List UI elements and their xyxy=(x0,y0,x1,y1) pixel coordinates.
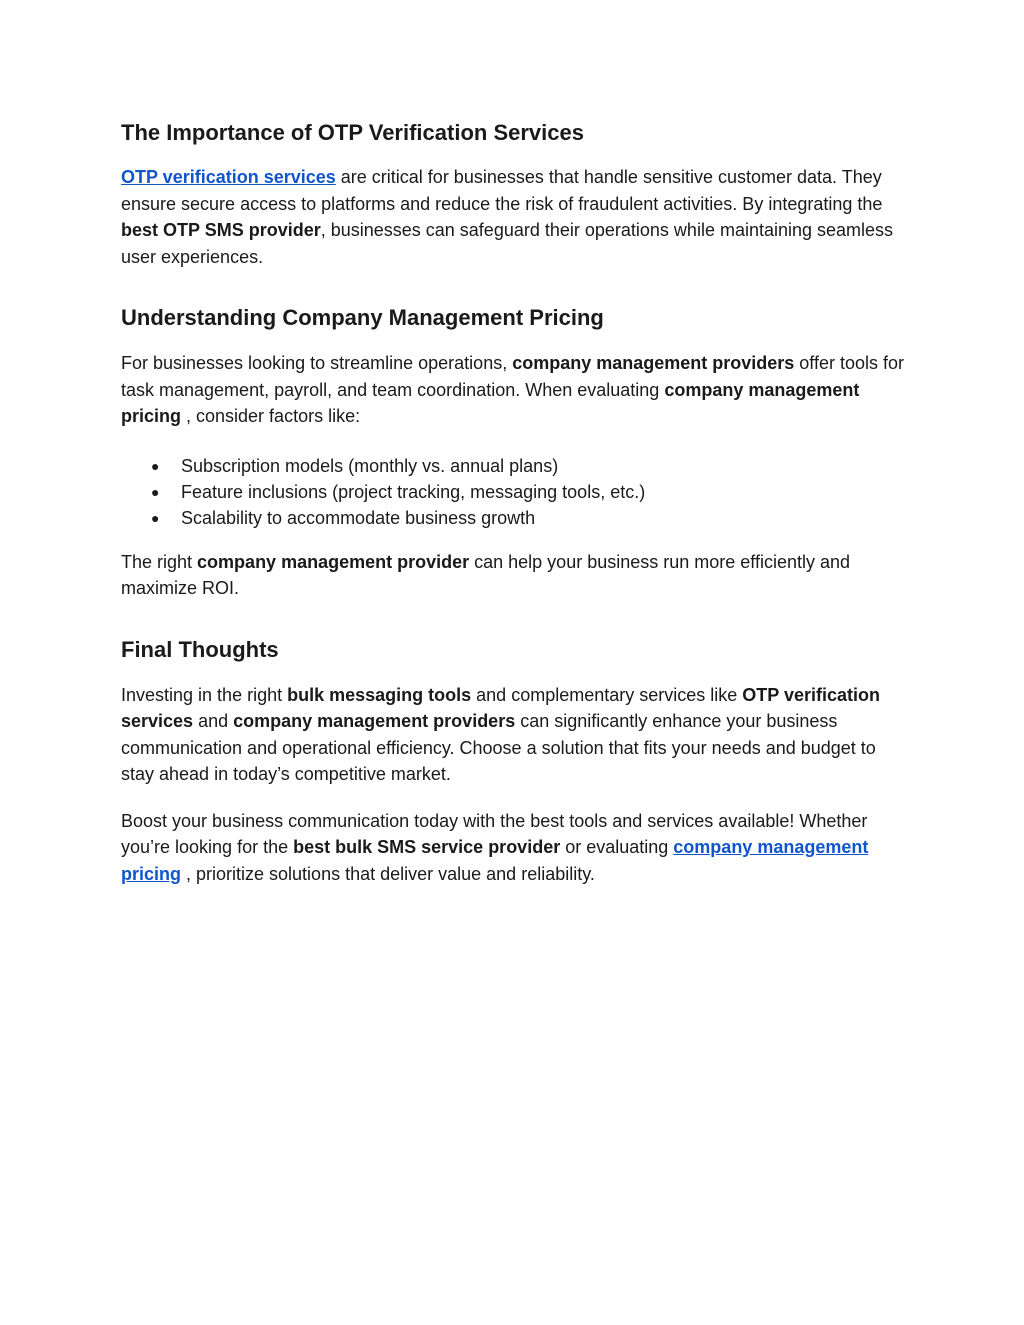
paragraph-boost xyxy=(121,808,911,888)
text: , prioritize solutions that deliver value and reliability. xyxy=(181,863,595,884)
bold-text: company management providers xyxy=(512,353,795,373)
factors-list xyxy=(121,453,911,531)
text: For businesses looking to streamline operations, xyxy=(121,353,513,373)
bold-text: OTP verification services xyxy=(121,684,880,731)
bullet-icon: ● xyxy=(151,457,160,474)
text: Boost your business communication today with the best tools and services available! Whether you’re looking for the xyxy=(121,810,868,857)
list-item xyxy=(151,505,911,531)
text: or evaluating xyxy=(560,837,674,857)
text: The right xyxy=(121,551,198,572)
bold-text: company management provider xyxy=(197,551,470,572)
list-item-text: Feature inclusions (project tracking, messaging tools, etc.) xyxy=(181,481,646,502)
text: are critical for businesses that handle sensitive customer data. They ensure secure access to platforms and reduce the risk of fraudulent activities. By integrating the xyxy=(121,167,883,214)
text: offer tools for task management, payroll, and team coordination. When evaluating xyxy=(121,353,905,400)
bullet-icon: ● xyxy=(151,509,160,526)
list-item xyxy=(151,453,911,479)
bold-text: bulk messaging tools xyxy=(287,684,472,705)
list-item xyxy=(151,479,911,505)
text: and complementary services like xyxy=(471,684,743,705)
paragraph-investing xyxy=(121,682,911,788)
text: can help your business run more efficiently and maximize ROI. xyxy=(121,551,851,598)
paragraph-company-management xyxy=(121,350,911,430)
otp-verification-services-link[interactable]: OTP verification services xyxy=(121,167,336,187)
text: Investing in the right xyxy=(121,684,288,705)
heading-company-management-pricing: Understanding Company Management Pricing xyxy=(121,305,604,330)
company-management-pricing-link[interactable]: company management pricing xyxy=(121,837,869,884)
text: , businesses can safeguard their operations while maintaining seamless user experiences. xyxy=(121,220,894,267)
heading-otp-importance: The Importance of OTP Verification Services xyxy=(121,120,584,145)
heading-final-thoughts: Final Thoughts xyxy=(121,636,279,662)
bold-text: best bulk SMS service provider xyxy=(293,837,561,857)
bold-text: best OTP SMS provider xyxy=(121,220,321,240)
bullet-icon: ● xyxy=(151,483,160,500)
bold-text: company management providers xyxy=(233,711,516,731)
list-item-text: Subscription models (monthly vs. annual plans) xyxy=(181,455,559,476)
paragraph-right-provider xyxy=(121,549,911,602)
document-page xyxy=(121,118,911,887)
paragraph-otp-importance xyxy=(121,164,911,270)
text: and xyxy=(193,711,234,731)
list-item-text: Scalability to accommodate business growth xyxy=(181,507,536,528)
text: can significantly enhance your business communication and operational efficiency. Choose a solution that fits your needs and budget to stay ahead in today’s competitive market. xyxy=(121,711,876,784)
bold-text: company management pricing xyxy=(121,379,860,426)
text: , consider factors like: xyxy=(181,406,361,426)
